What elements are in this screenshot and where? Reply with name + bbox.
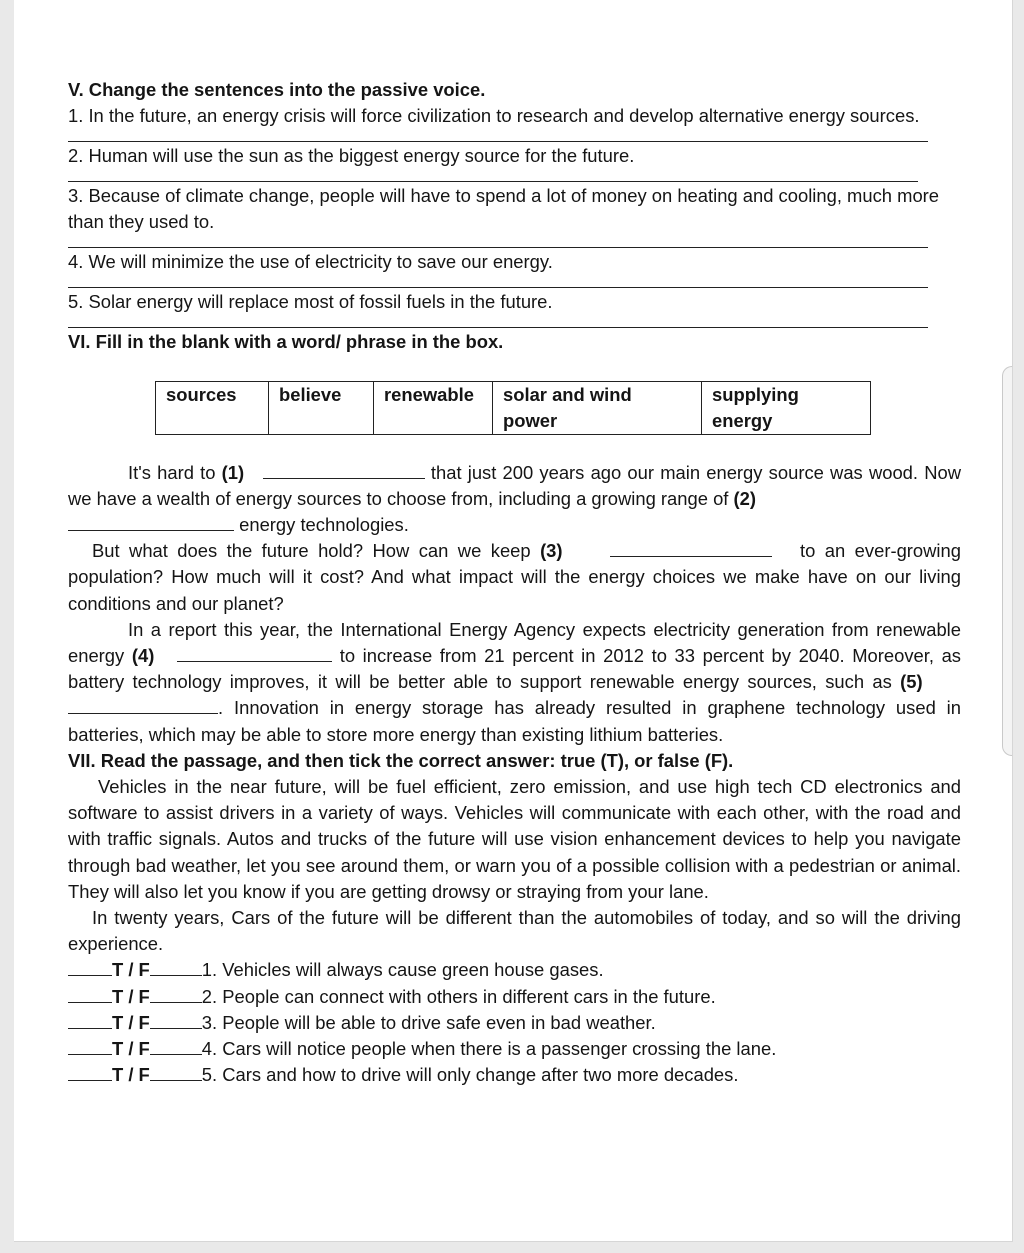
blank-3[interactable]: [610, 538, 772, 557]
blank-1[interactable]: [263, 460, 425, 479]
true-false-item[interactable]: T / F 3. People will be able to drive safe even in bad weather.: [68, 1010, 961, 1036]
answer-line-3[interactable]: [68, 247, 928, 248]
blank-4[interactable]: [177, 643, 332, 662]
word-box-cell: supplying energy: [702, 381, 871, 434]
word-box-cell: believe: [269, 381, 374, 434]
tf-label: T / F: [112, 1038, 150, 1060]
answer-line-4[interactable]: [68, 287, 928, 288]
blank-5[interactable]: [68, 695, 218, 714]
section-5-title: V. Change the sentences into the passive voice.: [68, 79, 486, 100]
reading-paragraph-1: Vehicles in the near future, will be fuel efficient, zero emission, and use high tech CD electronics and software to assist drivers in a variety of ways. Vehicles will communicate with each other, with the road and with traffic signals. Autos and trucks of the future will use vision enhancement devices to help you navigate through bad weather, let you see around them, or warn you of a possible collision with a pedestrian or animal. They will also let you know if you are getting drowsy or straying from your lane.: [68, 776, 961, 902]
passage-paragraph-1: It's hard to (1) that just 200 years ago our main energy source was wood. Now we have a wealth of energy sources to choose from, including a growing range of (2) energy technologies.: [68, 461, 961, 536]
passage-paragraph-3: In a report this year, the International Energy Agency expects electricity generation from renewable energy (4) to increase from 21 percent in 2012 to 33 percent by 2040. Moreover, as battery technology improves, it will be better able to support renewable energy sources, such as (5) . Innovation in energy storage has already resulted in graphene technology used in batteries, which may be able to store more energy than existing lithium batteries.: [68, 618, 961, 745]
section-6-title: VI. Fill in the blank with a word/ phrase in the box.: [68, 331, 504, 353]
reading-paragraph-2: In twenty years, Cars of the future will be different than the automobiles of today, and so will the driving experience.: [68, 907, 961, 955]
blank-2[interactable]: [68, 512, 234, 531]
answer-line-5[interactable]: [68, 327, 928, 328]
scroll-handle[interactable]: [1002, 366, 1012, 756]
answer-line-1[interactable]: [68, 141, 928, 142]
tf-label: T / F: [112, 1011, 150, 1033]
tf-label: T / F: [112, 1064, 150, 1086]
true-false-item[interactable]: T / F 2. People can connect with others in different cars in the future.: [68, 984, 961, 1010]
passive-item-3: 3. Because of climate change, people will have to spend a lot of money on heating and cooling, much more than they used to.: [68, 184, 940, 232]
worksheet-page: [14, 0, 1013, 1242]
worksheet-content: [68, 76, 961, 1089]
section-7-title: VII. Read the passage, and then tick the correct answer: true (T), or false (F).: [68, 749, 734, 771]
word-box-cell: renewable: [374, 381, 493, 434]
answer-line-2[interactable]: [68, 181, 918, 182]
word-box-cell: solar and wind power: [493, 381, 702, 434]
true-false-item[interactable]: T / F 1. Vehicles will always cause green house gases.: [68, 957, 961, 983]
passive-item-4: 4. We will minimize the use of electricity to save our energy.: [68, 251, 553, 273]
passive-item-5: 5. Solar energy will replace most of fossil fuels in the future.: [68, 291, 553, 313]
passage-paragraph-2: But what does the future hold? How can we keep (3) to an ever-growing population? How much will it cost? And what impact will the energy choices we make have on our living conditions and our planet?: [68, 540, 961, 614]
passive-item-2: 2. Human will use the sun as the biggest energy source for the future.: [68, 145, 635, 167]
word-box: [155, 381, 871, 435]
tf-label: T / F: [112, 985, 150, 1007]
true-false-list: [68, 957, 961, 1088]
true-false-item[interactable]: T / F 5. Cars and how to drive will only change after two more decades.: [68, 1062, 961, 1088]
word-box-cell: sources: [156, 381, 269, 434]
passive-item-1: 1. In the future, an energy crisis will force civilization to research and develop alternative energy sources.: [68, 105, 920, 127]
tf-label: T / F: [112, 959, 150, 981]
true-false-item[interactable]: T / F 4. Cars will notice people when there is a passenger crossing the lane.: [68, 1036, 961, 1062]
